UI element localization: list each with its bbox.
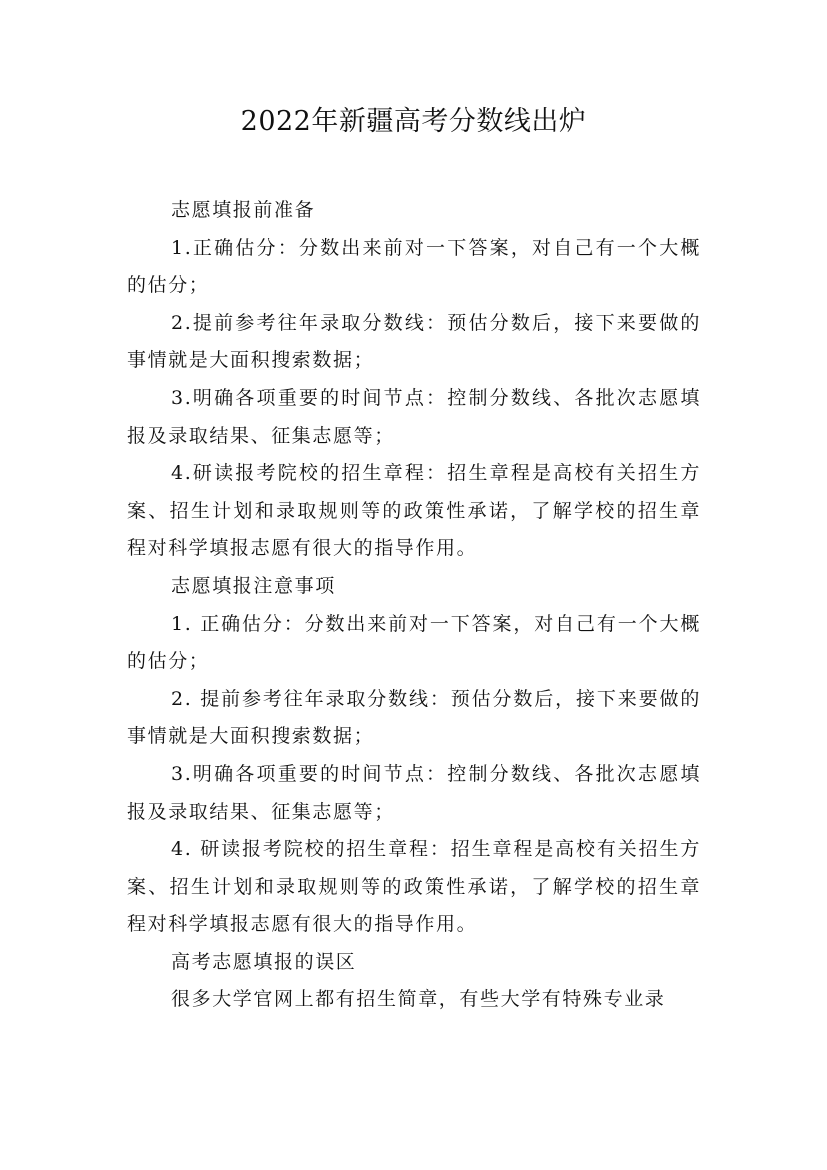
section-heading-notes: 志愿填报注意事项: [171, 574, 336, 597]
section-heading-preparation: 志愿填报前准备: [171, 199, 316, 221]
paragraph: 4. 研读报考院校的招生章程：招生章程是高校有关招生方案、招生计划和录取规则等的政策性承诺，了解学校的招生章程对科学填报志愿有很大的指导作用。: [127, 838, 701, 936]
paragraph: 2. 提前参考往年录取分数线：预估分数后，接下来要做的事情就是大面积搜索数据；: [127, 687, 701, 748]
paragraph: 2.提前参考往年录取分数线：预估分数后，接下来要做的事情就是大面积搜索数据；: [127, 311, 701, 372]
paragraph: 1.正确估分：分数出来前对一下答案，对自己有一个大概的估分；: [127, 236, 701, 297]
paragraph: 3.明确各项重要的时间节点：控制分数线、各批次志愿填报及录取结果、征集志愿等；: [127, 762, 701, 823]
paragraph: 3.明确各项重要的时间节点：控制分数线、各批次志愿填报及录取结果、征集志愿等；: [127, 386, 701, 447]
paragraph: 1. 正确估分：分数出来前对一下答案，对自己有一个大概的估分；: [127, 612, 701, 673]
section-heading-misconceptions: 高考志愿填报的误区: [171, 950, 357, 973]
paragraph: 很多大学官网上都有招生简章，有些大学有特殊专业录: [171, 988, 666, 1011]
document-title: 2022年新疆高考分数线出炉: [240, 106, 587, 137]
paragraph: 4.研读报考院校的招生章程：招生章程是高校有关招生方案、招生计划和录取规则等的政策性承诺，了解学校的招生章程对科学填报志愿有很大的指导作用。: [127, 462, 701, 560]
document-body: [127, 192, 701, 1019]
